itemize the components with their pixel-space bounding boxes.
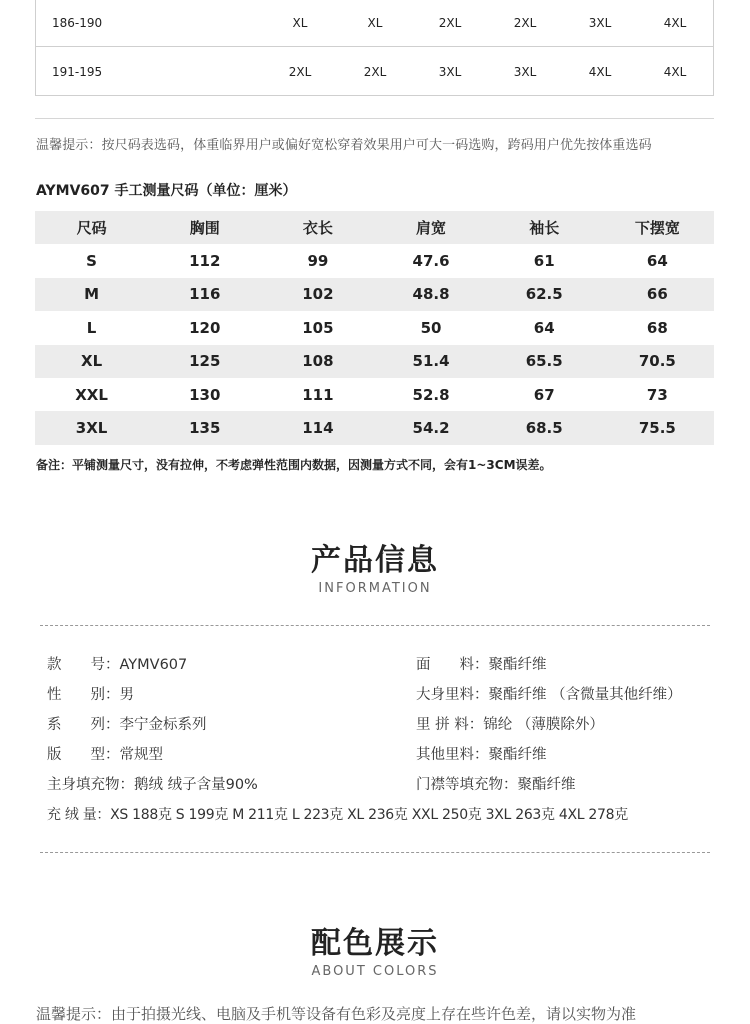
table-row xyxy=(35,378,714,411)
info-gender: 性 别：男 xyxy=(47,687,134,703)
size-chart-table xyxy=(35,211,714,445)
table-cell: 99 xyxy=(307,252,329,271)
table-cell: M xyxy=(84,285,100,304)
size-cell: XL xyxy=(292,16,308,30)
table-cell: 68 xyxy=(646,318,668,337)
size-cell: 3XL xyxy=(438,64,462,79)
table-cell: 114 xyxy=(302,419,334,438)
table-cell: 130 xyxy=(189,385,221,404)
info-main-filling: 主身填充物：鹅绒 绒子含量90% xyxy=(47,777,258,793)
divider xyxy=(35,118,714,119)
table-row xyxy=(36,0,713,47)
table-cell: 3XL xyxy=(75,419,108,438)
size-cell: 4XL xyxy=(663,64,687,79)
table-row xyxy=(35,345,714,378)
column-header: 衣长 xyxy=(302,219,333,238)
table-cell: 75.5 xyxy=(638,419,676,438)
table-cell: XXL xyxy=(75,385,108,404)
info-series: 系 列：李宁金标系列 xyxy=(47,717,207,733)
table-cell: 48.8 xyxy=(412,285,450,304)
table-row xyxy=(35,411,714,444)
table-cell: 108 xyxy=(302,352,334,371)
section-subtitle-information: INFORMATION xyxy=(318,581,432,596)
info-other-lining: 其他里料：聚酯纤维 xyxy=(416,747,547,763)
table-cell: S xyxy=(86,252,97,271)
size-cell: 2XL xyxy=(363,64,387,79)
dashed-divider xyxy=(40,852,710,853)
table-cell: 68.5 xyxy=(525,419,563,438)
info-panel-lining: 里 拼 料：锦纶 （薄膜除外） xyxy=(416,717,604,733)
table-row xyxy=(36,48,713,95)
table-cell: 125 xyxy=(189,352,221,371)
size-tip: 温馨提示：按尺码表选码，体重临界用户或偏好宽松穿着效果用户可大一码选购，跨码用户优先按体重选码 xyxy=(36,138,652,153)
size-cell: 3XL xyxy=(513,64,537,79)
table-cell: 65.5 xyxy=(525,352,563,371)
table-cell: 105 xyxy=(302,318,334,337)
size-cell: 2XL xyxy=(513,16,537,30)
table-cell: 112 xyxy=(189,252,221,271)
table-cell: 102 xyxy=(302,285,334,304)
table-header-row xyxy=(35,211,714,244)
size-cell: 3XL xyxy=(588,16,612,30)
table-cell: 135 xyxy=(189,419,221,438)
size-cell: 2XL xyxy=(288,64,312,79)
height-range: 191-195 xyxy=(52,64,103,79)
table-row xyxy=(35,244,714,277)
table-cell: 70.5 xyxy=(638,352,676,371)
column-header: 肩宽 xyxy=(416,219,447,238)
table-row xyxy=(35,278,714,311)
table-cell: 64 xyxy=(533,318,555,337)
size-recommendation-table xyxy=(35,0,714,96)
table-cell: XL xyxy=(81,352,103,371)
table-cell: L xyxy=(86,318,97,337)
column-header: 胸围 xyxy=(189,219,220,238)
info-placket-filling: 门襟等填充物：聚酯纤维 xyxy=(416,777,576,793)
info-fill-amount: 充 绒 量：XS 188克 S 199克 M 211克 L 223克 XL 236克 XXL 250克 3XL 263克 4XL 278克 xyxy=(47,807,628,823)
size-cell: 4XL xyxy=(588,64,612,79)
height-range: 186-190 xyxy=(52,16,103,30)
column-header: 尺码 xyxy=(76,219,107,238)
table-cell: 111 xyxy=(302,385,334,404)
color-tip: 温馨提示：由于拍摄光线、电脑及手机等设备有色彩及亮度上存在些许色差，请以实物为准 xyxy=(36,1005,637,1023)
table-cell: 67 xyxy=(533,385,555,404)
info-fit: 版 型：常规型 xyxy=(47,747,163,763)
size-chart-title: AYMV607 手工测量尺码（单位：厘米） xyxy=(36,183,297,199)
info-fabric: 面 料：聚酯纤维 xyxy=(416,657,547,673)
table-cell: 50 xyxy=(420,318,442,337)
table-cell: 116 xyxy=(189,285,221,304)
table-cell: 66 xyxy=(646,285,668,304)
column-header: 下摆宽 xyxy=(634,219,680,238)
table-cell: 64 xyxy=(646,252,668,271)
size-cell: XL xyxy=(367,16,383,30)
table-cell: 54.2 xyxy=(412,419,450,438)
info-style-number: 款 号：AYMV607 xyxy=(47,657,188,673)
section-title-product-info: 产品信息 xyxy=(311,543,439,578)
table-cell: 61 xyxy=(533,252,555,271)
table-cell: 120 xyxy=(189,318,221,337)
measurement-note: 备注：平铺测量尺寸，没有拉伸，不考虑弹性范围内数据，因测量方式不同，会有1~3CM误差。 xyxy=(36,458,552,472)
size-cell: 2XL xyxy=(438,16,462,30)
section-subtitle-about-colors: ABOUT COLORS xyxy=(311,964,439,979)
table-cell: 62.5 xyxy=(525,285,563,304)
section-title-colors: 配色展示 xyxy=(311,926,439,961)
table-cell: 52.8 xyxy=(412,385,450,404)
size-cell: 4XL xyxy=(663,16,687,30)
table-row xyxy=(35,311,714,344)
table-cell: 73 xyxy=(646,385,668,404)
column-header: 袖长 xyxy=(529,219,560,238)
table-cell: 51.4 xyxy=(412,352,450,371)
table-cell: 47.6 xyxy=(412,252,450,271)
info-body-lining: 大身里料：聚酯纤维 （含微量其他纤维） xyxy=(416,687,682,703)
dashed-divider xyxy=(40,625,710,626)
